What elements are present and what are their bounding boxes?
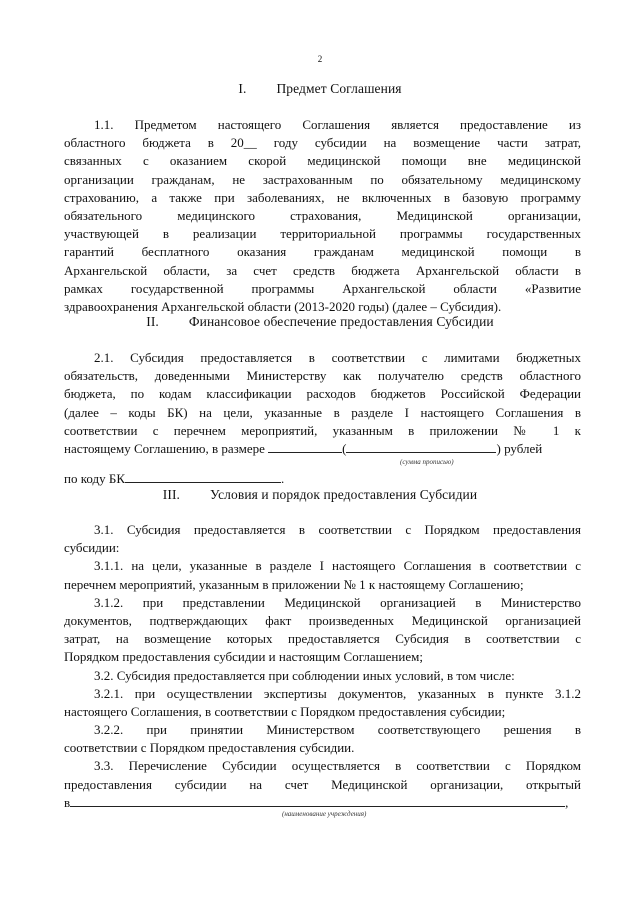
text-line: документов, подтверждающих факт произведенных Медицинской организацией bbox=[64, 612, 581, 628]
section-3-number: III. bbox=[162, 487, 181, 502]
text-line: участвующей в реализации территориальной программы государственных bbox=[64, 226, 581, 242]
amount-line bbox=[64, 440, 581, 458]
text-line: перечнем мероприятий, указанным в приложении № 1 к настоящему Соглашению; bbox=[64, 576, 524, 592]
section-1-title: Предмет Соглашения bbox=[276, 81, 402, 96]
text-line: 3.2. Субсидия предоставляется при соблюдении иных условий, в том числе: bbox=[94, 667, 515, 683]
amount-prefix: настоящему Соглашению, в размере bbox=[64, 441, 265, 456]
text-line: предоставления субсидии на счет Медицинской организации, открытый bbox=[64, 776, 581, 792]
text-line: 3.1. Субсидия предоставляется в соответствии с Порядком предоставления bbox=[94, 522, 581, 537]
section-1-body bbox=[64, 116, 581, 316]
amount-caption: (сумма прописью) bbox=[400, 458, 454, 466]
text-line: 3.2.2. при принятии Министерством соответствующего решения в bbox=[94, 722, 581, 738]
bank-name-field bbox=[70, 794, 565, 807]
section-2-body bbox=[64, 349, 581, 440]
text-line: 2.1. Субсидия предоставляется в соответствии с лимитами бюджетных bbox=[94, 350, 581, 365]
text-line: областного бюджета в 20__ году субсидии на возмещение части затрат, bbox=[64, 135, 581, 151]
section-2-title: Финансовое обеспечение предоставления Субсидии bbox=[188, 314, 494, 329]
section-2-heading bbox=[0, 314, 640, 330]
text-line: Архангельской области, за счет средств бюджета Архангельской области в bbox=[64, 262, 581, 278]
text-line: обязательств, доведенными Министерству как получателю средств областного bbox=[64, 368, 581, 384]
page-number: 2 bbox=[317, 54, 323, 64]
text-line: страхованию, а также при заболеваниях, не включенных в базовую программу bbox=[64, 189, 581, 205]
text-line: настоящего Соглашения, в соответствии с Порядком предоставления субсидии; bbox=[64, 703, 506, 719]
amount-words-field bbox=[346, 440, 496, 453]
bk-suffix: . bbox=[281, 471, 285, 486]
text-line: обязательного медицинского страхования, Медицинской организации, bbox=[64, 207, 581, 223]
section-3-title: Условия и порядок предоставления Субсидии bbox=[210, 487, 478, 502]
section-1-heading bbox=[0, 81, 640, 97]
amount-number-field bbox=[268, 440, 342, 453]
text-line: субсидии: bbox=[64, 540, 120, 556]
text-line: 3.1.2. при представлении Медицинской организацией в Министерство bbox=[94, 594, 581, 610]
text-line: 3.3. Перечисление Субсидии осуществляется в соответствии с Порядком bbox=[94, 758, 581, 774]
bk-prefix: по коду БК bbox=[64, 471, 125, 486]
section-1-number: I. bbox=[238, 81, 247, 96]
text-line: соответствии с перечнем мероприятий, указанным в приложении № 1 к bbox=[64, 422, 581, 438]
bk-code-field bbox=[125, 470, 281, 483]
text-line: 1.1. Предметом настоящего Соглашения является предоставление из bbox=[94, 117, 581, 132]
text-line: соответствии с Порядком предоставления субсидии. bbox=[64, 740, 355, 756]
text-line: бюджета, по кодам классификации расходов бюджетов Российской Федерации bbox=[64, 386, 581, 402]
bank-prefix: в bbox=[64, 795, 71, 810]
text-line: затрат, на возмещение которых предоставляется Субсидия в соответствии с bbox=[64, 631, 581, 647]
amount-open-paren: ( bbox=[342, 441, 347, 456]
text-line: (далее – коды БК) на цели, указанные в разделе I настоящего Соглашения в bbox=[64, 404, 581, 420]
text-line: Порядком предоставления субсидии и настоящим Соглашением; bbox=[64, 649, 423, 665]
text-line: здравоохранения Архангельской области (2013-2020 годы) (далее – Субсидия). bbox=[64, 298, 502, 314]
section-3-body bbox=[64, 521, 581, 794]
bank-suffix: , bbox=[565, 795, 569, 810]
section-2-number: II. bbox=[146, 314, 159, 329]
text-line: организации гражданам, не застрахованным по обязательному медицинскому bbox=[64, 171, 581, 187]
text-line: рамках государственной программы Архангельской области «Развитие bbox=[64, 280, 581, 296]
bk-line bbox=[64, 470, 581, 488]
bank-caption: (наименование учреждения) bbox=[282, 810, 367, 818]
amount-close: ) рублей bbox=[496, 441, 543, 456]
text-line: связанных с оказанием скорой медицинской помощи вне медицинской bbox=[64, 153, 581, 169]
section-3-heading bbox=[0, 487, 640, 503]
text-line: 3.2.1. при осуществлении экспертизы документов, указанных в пункте 3.1.2 bbox=[94, 685, 581, 701]
text-line: 3.1.1. на цели, указанные в разделе I настоящего Соглашения в соответствии с bbox=[94, 558, 581, 574]
text-line: гарантий бесплатного оказания гражданам медицинской помощи в bbox=[64, 244, 581, 260]
